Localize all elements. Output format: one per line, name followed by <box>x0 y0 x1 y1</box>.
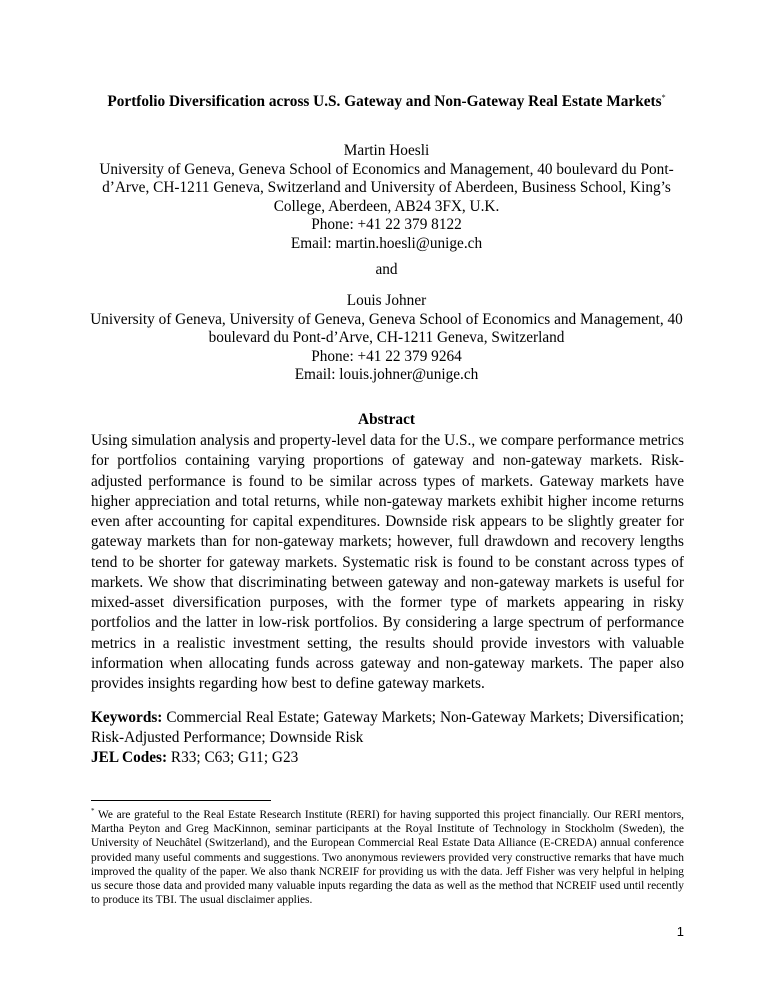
footnote-mark: * <box>91 807 95 816</box>
page-number: 1 <box>676 924 684 939</box>
author2-phone: Phone: +41 22 379 9264 <box>311 347 462 365</box>
author2-name: Louis Johner <box>346 292 427 309</box>
author1-phone: Phone: +41 22 379 8122 <box>311 216 462 234</box>
author1-name: Martin Hoesli <box>343 142 430 159</box>
author1-email: Email: martin.hoesli@unige.ch <box>290 234 483 252</box>
footnote-text: We are grateful to the Real Estate Research Institute (RERI) for having supported this project financially. Our RERI mentors, Martha Peyton and Greg MacKinnon, seminar participants at the Royal Institute of Technology in Stockholm (Sweden), the University of Neuchâtel (Switzerland), and the European Commercial Real Estate Data Alliance (E-CREDA) annual conference provided many useful comments and suggestions. Two anonymous reviewers provided very constructive remarks that have much improved the quality of the paper. We also thank NCREIF for providing us with the data. Jeff Fisher was very helpful in helping us secure those data and provided many valuable inputs regarding the data as well as the method that NCREIF used until recently to produce its TBI. The usual disclaimer applies. <box>91 809 684 907</box>
keywords-label: Keywords: <box>91 709 163 726</box>
keywords <box>91 708 684 748</box>
jel-text: R33; C63; G11; G23 <box>167 749 299 766</box>
author1-affiliation: University of Geneva, Geneva School of Economics and Management, 40 boulevard du Pont-d’Arve, CH-1211 Geneva, Switzerland and University of Aberdeen, Business School, King’s College, Aberdeen, AB24 3FX, U.K. <box>99 160 674 215</box>
author2-email: Email: louis.johner@unige.ch <box>294 366 479 384</box>
author2-affiliation: University of Geneva, University of Geneva, Geneva School of Economics and Management, 40 boulevard du Pont-d’Arve, CH-1211 Geneva, Switzerland <box>90 310 683 347</box>
jel-label: JEL Codes: <box>91 749 168 766</box>
author2-block <box>86 292 687 385</box>
paper-title <box>60 93 713 111</box>
and-separator: and <box>375 261 398 278</box>
keywords-text: Commercial Real Estate; Gateway Markets; Non-Gateway Markets; Diversification; Risk-Adjusted Performance; Downside Risk <box>91 709 684 746</box>
jel-codes <box>91 748 684 768</box>
footnote-rule <box>91 800 271 801</box>
title-footnote-mark: * <box>661 92 666 102</box>
abstract-text: Using simulation analysis and property-level data for the U.S., we compare performance metrics for portfolios containing varying proportions of gateway and non-gateway markets. Risk-adjusted performance is found to be similar across types of markets. Gateway markets have higher appreciation and total returns, while non-gateway markets exhibit higher income returns even after accounting for capital expenditures. Downside risk appears to be slightly greater for gateway markets than for non-gateway markets; however, full drawdown and recovery lengths tend to be shorter for gateway markets. Systematic risk is found to be constant across types of markets. We show that discriminating between gateway and non-gateway markets is useful for mixed-asset diversification purposes, with the former type of markets appearing in risky portfolios and the latter in low-risk portfolios. By considering a large spectrum of performance metrics in a realistic investment setting, the results should provide investors with valuable information when allocating funds across gateway and non-gateway markets. The paper also provides insights regarding how best to define gateway markets. <box>91 432 684 692</box>
abstract-heading: Abstract <box>358 411 415 428</box>
title-text: Portfolio Diversification across U.S. Gateway and Non-Gateway Real Estate Markets <box>107 93 662 110</box>
footnote <box>91 808 684 907</box>
author1-block <box>80 142 693 254</box>
